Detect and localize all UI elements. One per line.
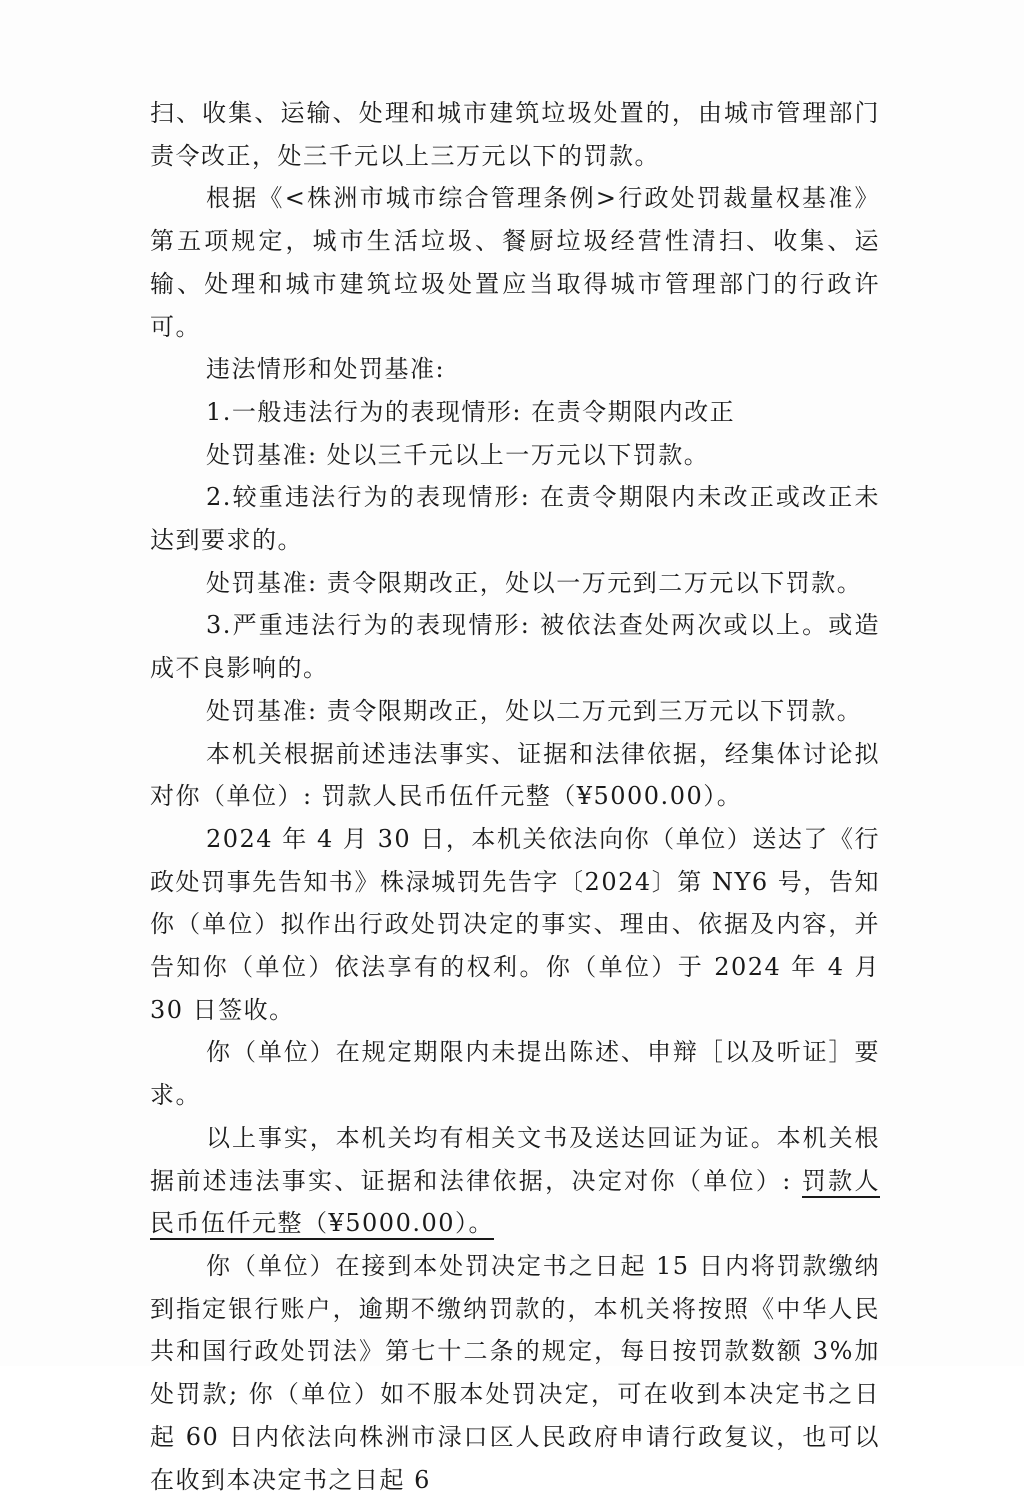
paragraph-notice-delivery: 2024 年 4 月 30 日，本机关依法向你（单位）送达了《行政处罚事先告知书》株渌城罚先告字〔2024〕第 NY6 号，告知你（单位）拟作出行政处罚决定的事实、理由、依据及内容，并告知你（单位）依法享有的权利。你（单位）于 2024 年 4 月 30 日签收。: [150, 824, 880, 1024]
paragraph-proposed-penalty: 本机关根据前述违法事实、证据和法律依据，经集体讨论拟对你（单位）: 罚款人民币伍仟元整（¥5000.00）。: [150, 739, 880, 811]
paragraph-serious-penalty: 处罚基准: 责令限期改正，处以一万元到二万元以下罚款。: [206, 568, 863, 597]
paragraph-continuation: 扫、收集、运输、处理和城市建筑垃圾处置的，由城市管理部门责令改正，处三千元以上三万元以下的罚款。: [150, 99, 880, 170]
paragraph-decision: [150, 1117, 880, 1245]
paragraph-criteria-heading: 违法情形和处罚基准:: [206, 355, 446, 384]
paragraph-severe-violation: 3.严重违法行为的表现情形: 被依法查处两次或以上。或造成不良影响的。: [150, 611, 880, 683]
paragraph-payment-and-appeal: 你（单位）在接到本处罚决定书之日起 15 日内将罚款缴纳到指定银行账户，逾期不缴纳罚款的，本机关将按照《中华人民共和国行政处罚法》第七十二条的规定，每日按罚款数额 3%加处罚款; 你（单位）如不服本处罚决定，可在收到本决定书之日起 60 日内依法向株洲市渌口区人民政府申请行政复议，也可以在收到本决定书之日起 6: [150, 1251, 880, 1494]
paragraph-serious-violation: 2.较重违法行为的表现情形: 在责令期限内未改正或改正未达到要求的。: [150, 483, 880, 555]
paragraph-general-penalty: 处罚基准: 处以三千元以上一万元以下罚款。: [206, 440, 710, 469]
decision-text: 以上事实，本机关均有相关文书及送达回证为证。本机关根据前述违法事实、证据和法律依据，决定对你（单位）:: [150, 1123, 880, 1195]
document-body: [150, 92, 880, 1501]
paragraph-severe-penalty: 处罚基准: 责令限期改正，处以二万元到三万元以下罚款。: [206, 696, 863, 725]
paragraph-no-statement: 你（单位）在规定期限内未提出陈述、申辩［以及听证］要求。: [150, 1038, 880, 1110]
paragraph-legal-basis: 根据《<株洲市城市综合管理条例>行政处罚裁量权基准》第五项规定，城市生活垃圾、餐厨垃圾经营性清扫、收集、运输、处理和城市建筑垃圾处置应当取得城市管理部门的行政许可。: [150, 184, 880, 341]
fine-amount-underlined: 罚款人民币伍仟元整（¥5000.00）。: [150, 1167, 880, 1241]
paragraph-general-violation: 1.一般违法行为的表现情形: 在责令期限内改正: [206, 397, 736, 426]
